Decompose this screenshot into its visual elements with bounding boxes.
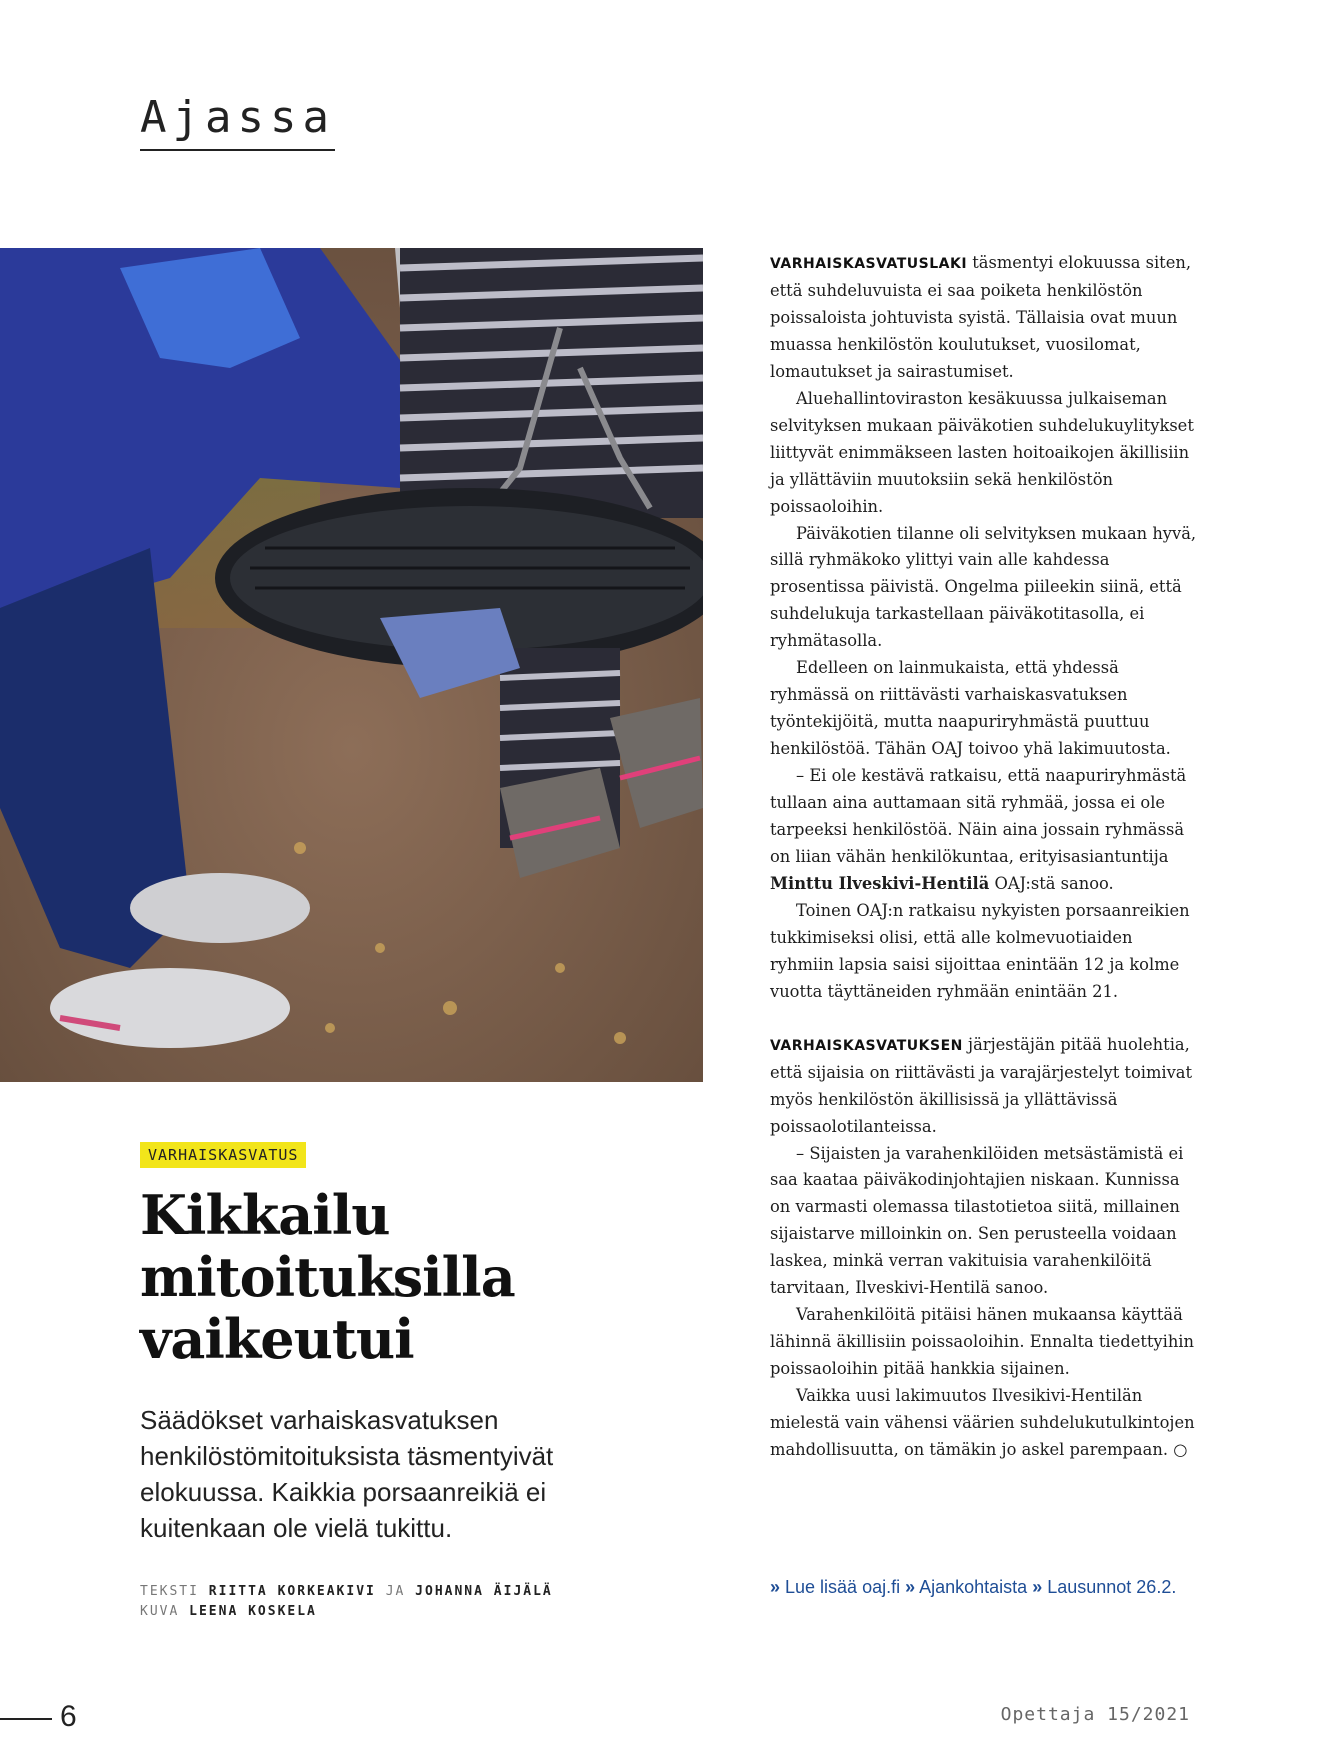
link-text: Lue lisää oaj.fi <box>780 1577 906 1597</box>
credit-conjunction: JA <box>385 1584 406 1599</box>
end-mark-icon: ○ <box>1173 1439 1188 1459</box>
paragraph-lead-in: VARHAISKASVATUKSEN <box>770 1037 963 1054</box>
headline-line: vaikeutui <box>140 1307 414 1371</box>
section-title: Ajassa <box>140 92 335 151</box>
body-paragraph: Varahenkilöitä pitäisi hänen mukaansa käyttää lähinnä äkillisiin poissaoloihin. Ennalta tiedettyihin poissaoloihin pitää hankkia sijainen. <box>770 1305 1194 1379</box>
article-credits <box>140 1582 553 1622</box>
paragraph-spacer <box>770 1006 1200 1032</box>
paragraph-text: Vaikka uusi lakimuutos Ilvesikivi-Hentilän mielestä vain vähensi väärien suhdelukutulkintojen mahdollisuutta, on tämäkin jo askel parempaan. <box>770 1386 1195 1459</box>
body-paragraph <box>770 763 1200 898</box>
folio-rule <box>0 1718 52 1720</box>
link-text: Lausunnot 26.2. <box>1042 1577 1177 1597</box>
text-credit-label: TEKSTI <box>140 1584 199 1599</box>
author-1: RIITTA KORKEAKIVI <box>208 1584 376 1599</box>
photo-credit-label: KUVA <box>140 1604 180 1619</box>
body-paragraph <box>770 250 1200 386</box>
paragraph-text: OAJ:stä sanoo. <box>989 873 1114 893</box>
body-paragraph: – Sijaisten ja varahenkilöiden metsästämistä ei saa kaataa päiväkodinjohtajien niskaan. Kunnissa on varmasti olemassa tilastotietoa siitä, millainen sijaistarve milloinkin on. Sen perusteella voidaan laskea, minkä verran vakituisia varahenkilöitä tarvitaan, Ilveskivi-Hentilä sanoo. <box>770 1143 1184 1298</box>
body-paragraph: Edelleen on lainmukaista, että yhdessä ryhmässä on riittävästi varhaiskasvatuksen työntekijöitä, mutta naapuriryhmästä puuttuu henkilöstöä. Tähän OAJ toivoo yhä lakimuutosta. <box>770 658 1171 759</box>
chevron-right-icon: » <box>770 1577 781 1597</box>
paragraph-text: järjestäjän pitää huolehtia, että sijaisia on riittävästi ja varajärjestelyt toimivat myös henkilöstön äkillisissä ja yllättävissä poissaolotilanteissa. <box>770 1034 1193 1136</box>
article-headline <box>140 1184 660 1370</box>
body-paragraph: Päiväkotien tilanne oli selvityksen mukaan hyvä, sillä ryhmäkoko ylittyi vain alle kahdessa prosentissa päivistä. Ongelma piileekin siinä, että suhdelukuja tarkastellaan päiväkotitasolla, ei ryhmätasolla. <box>770 523 1197 651</box>
category-tag: VARHAISKASVATUS <box>140 1142 306 1168</box>
article-body <box>770 250 1200 1464</box>
paragraph-text: täsmentyi elokuussa siten, että suhdeluvuista ei saa poiketa henkilöstön poissaloista johtuvista syistä. Tällaisia ovat muun muassa henkilöstön koulutukset, vuosilomat, lomautukset ja sairastumiset. <box>770 253 1192 381</box>
body-paragraph: Toinen OAJ:n ratkaisu nykyisten porsaanreikien tukkimiseksi olisi, että alle kolmevuotiaiden ryhmiin lapsia saisi sijoittaa enintään 12 ja kolme vuotta täyttäneiden ryhmään enintään 21. <box>770 900 1190 1001</box>
page-number: 6 <box>60 1700 77 1733</box>
author-2: JOHANNA ÄIJÄLÄ <box>415 1584 553 1599</box>
body-paragraph: Aluehallintoviraston kesäkuussa julkaiseman selvityksen mukaan päiväkotien suhdelukuylitykset liittyvät enimmäkseen lasten hoitoaikojen äkillisiin ja yllättäviin muutoksiin sekä henkilöstön poissaoloihin. <box>770 388 1194 516</box>
text-credit <box>140 1582 553 1602</box>
chevron-right-icon: » <box>905 1577 916 1597</box>
chevron-right-icon: » <box>1032 1577 1043 1597</box>
article-lede: Säädökset varhaiskasvatuksen henkilöstömitoituksista täsmentyivät elokuussa. Kaikkia porsaanreikiä ei kuitenkaan ole vielä tukittu. <box>140 1405 554 1543</box>
issue-label: Opettaja 15/2021 <box>1000 1704 1190 1725</box>
headline-line: Kikkailu <box>140 1183 390 1247</box>
paragraph-lead-in: VARHAISKASVATUSLAKI <box>770 256 968 272</box>
quoted-expert-name: Minttu Ilveskivi-Hentilä <box>770 873 990 893</box>
body-paragraph <box>770 1383 1200 1464</box>
photo-credit <box>140 1602 553 1622</box>
headline-line: mitoituksilla <box>140 1245 515 1309</box>
body-paragraph <box>770 1032 1200 1141</box>
paragraph-text: – Ei ole kestävä ratkaisu, että naapuriryhmästä tullaan aina auttamaan sitä ryhmää, jossa ei ole tarpeeksi henkilöstöä. Näin aina jossain ryhmässä on liian vähän henkilökuntaa, erityisasiantuntija <box>770 766 1187 866</box>
read-more-link[interactable] <box>770 1574 1200 1600</box>
children-tire-swing-photo <box>0 248 703 1082</box>
photographer: LEENA KOSKELA <box>189 1604 317 1619</box>
link-text: Ajankohtaista <box>915 1577 1033 1597</box>
